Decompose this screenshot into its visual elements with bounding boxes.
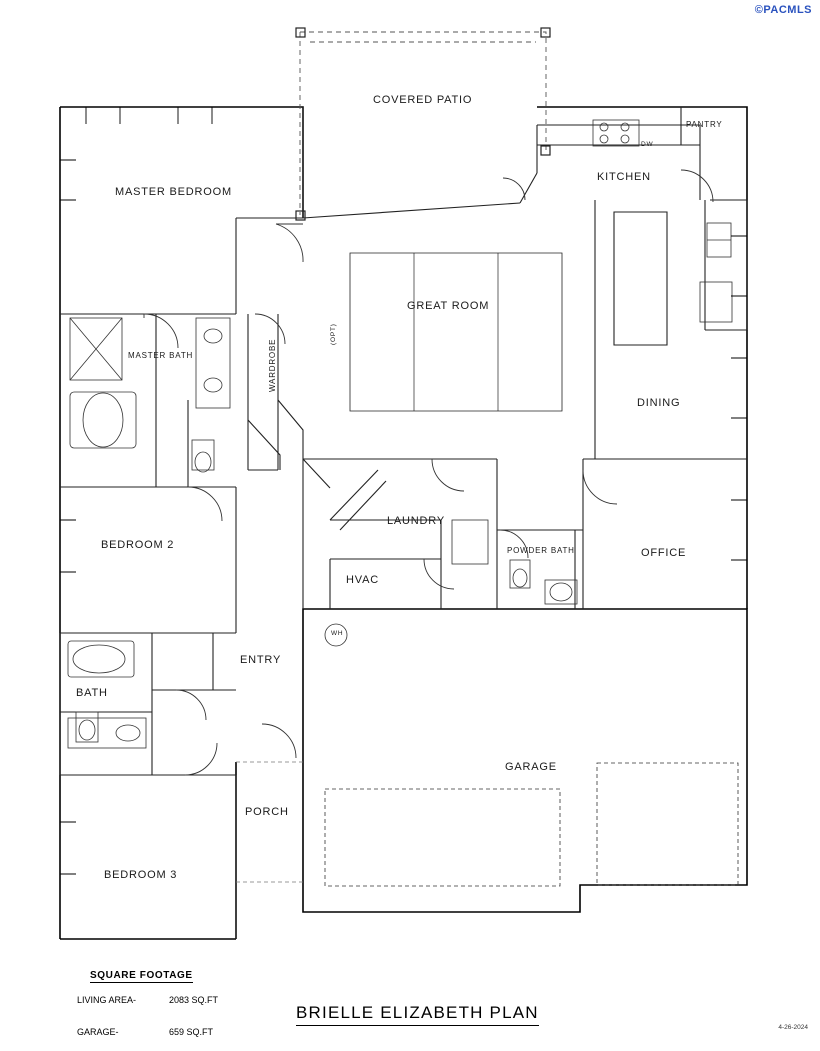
square-footage-row: [62, 1017, 218, 1047]
room-label-porch: PORCH: [245, 806, 289, 818]
room-label-office: OFFICE: [641, 547, 687, 559]
room-label-garage: GARAGE: [505, 761, 557, 773]
room-label-bedroom-2: BEDROOM 2: [101, 539, 175, 551]
room-label-entry: ENTRY: [240, 654, 282, 666]
room-label-bedroom-3: BEDROOM 3: [104, 869, 178, 881]
room-label-great-room: GREAT ROOM: [407, 300, 490, 312]
room-label-hvac: HVAC: [346, 574, 379, 586]
living-area-label: LIVING AREA-: [77, 995, 137, 1005]
room-label-laundry: LAUNDRY: [387, 515, 445, 527]
date-stamp: 4-26-2024: [778, 1024, 808, 1031]
plan-title: BRIELLE ELIZABETH PLAN: [296, 1003, 539, 1026]
fixture-label-dishwasher: DW: [641, 141, 654, 148]
room-label-covered-patio: COVERED PATIO: [373, 94, 473, 106]
square-footage-block: [62, 970, 218, 1047]
room-label-master-bath: MASTER BATH: [128, 351, 194, 360]
room-label-powder-bath: POWDER BATH: [507, 546, 575, 555]
room-label-kitchen: KITCHEN: [597, 171, 651, 183]
pacmls-watermark: ©PACMLS: [754, 4, 812, 16]
room-label-opt: (OPT): [330, 323, 337, 345]
garage-area-label: GARAGE-: [77, 1027, 119, 1037]
room-label-wardrobe: WARDROBE: [268, 338, 277, 392]
room-label-dining: DINING: [637, 397, 681, 409]
square-footage-row: [62, 985, 218, 1015]
room-label-master-bedroom: MASTER BEDROOM: [115, 186, 232, 198]
room-label-bath: BATH: [76, 687, 108, 699]
room-label-pantry: PANTRY: [686, 120, 723, 129]
fixture-label-water-heater: WH: [331, 630, 344, 637]
square-footage-heading: SQUARE FOOTAGE: [90, 970, 193, 981]
living-area-value: 2083 SQ.FT: [169, 995, 219, 1005]
garage-area-value: 659 SQ.FT: [169, 1027, 214, 1037]
